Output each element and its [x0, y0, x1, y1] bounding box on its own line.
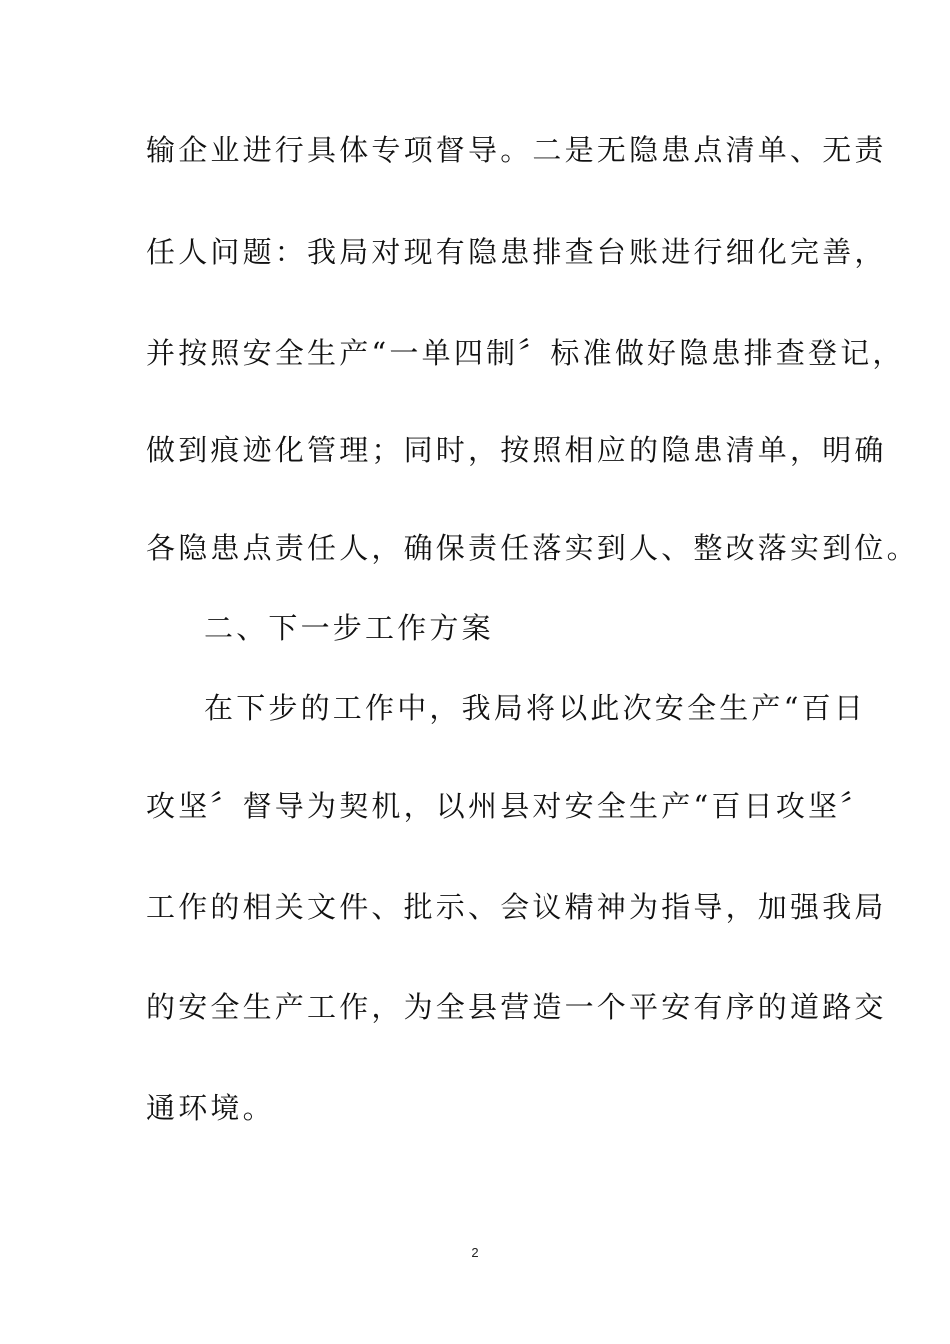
- text-line-5: 各隐患点责任人，确保责任落实到人、整改落实到位。: [146, 531, 919, 565]
- text-line-3: 并按照安全生产“一单四制〞标准做好隐患排查登记，: [146, 336, 905, 370]
- text-line-1: 输企业进行具体专项督导。二是无隐患点清单、无责: [146, 133, 887, 167]
- paragraph-line-2: 攻坚〞督导为契机，以州县对安全生产“百日攻坚〞: [146, 789, 873, 823]
- text-line-4: 做到痕迹化管理；同时，按照相应的隐患清单，明确: [146, 433, 887, 467]
- paragraph-line-1: 在下步的工作中，我局将以此次安全生产“百日: [204, 691, 867, 725]
- paragraph-line-3: 工作的相关文件、批示、会议精神为指导，加强我局: [146, 890, 887, 924]
- paragraph-line-4: 的安全生产工作，为全县营造一个平安有序的道路交: [146, 990, 887, 1024]
- text-line-2: 任人问题：我局对现有隐患排查台账进行细化完善，: [146, 235, 887, 269]
- paragraph-line-5: 通环境。: [146, 1091, 275, 1125]
- page-number: 2: [471, 1245, 479, 1260]
- section-heading: 二、下一步工作方案: [204, 611, 494, 645]
